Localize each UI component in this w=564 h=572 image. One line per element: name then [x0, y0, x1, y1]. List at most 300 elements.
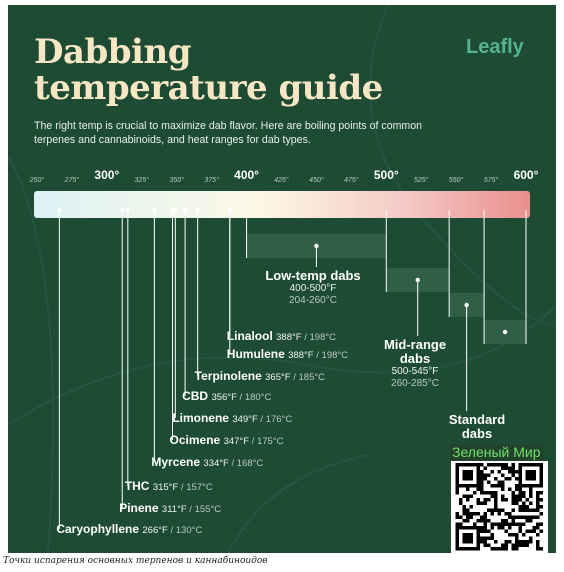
qr-module [512, 470, 516, 474]
qr-module [459, 516, 463, 520]
qr-module [522, 540, 526, 544]
dab-range-c: 260-285°C [391, 378, 439, 389]
tick-label: 250° [29, 177, 45, 184]
qr-module [529, 540, 533, 544]
qr-module [470, 512, 474, 516]
qr-module [515, 484, 519, 488]
title-line-2: temperature guide [34, 68, 383, 108]
qr-module [456, 491, 460, 495]
qr-module [519, 526, 523, 530]
compound-label [125, 479, 213, 493]
tick-label: 300° [94, 168, 120, 182]
qr-module [505, 547, 509, 551]
compound-temp-c: 157°C [186, 482, 213, 493]
qr-module [501, 467, 505, 471]
compound-temp-c: 175°C [256, 436, 284, 447]
compound-marker-dot [120, 208, 124, 212]
qr-module [501, 547, 505, 551]
qr-module [473, 491, 477, 495]
qr-title: Зеленый Мир [452, 444, 541, 460]
qr-module [459, 523, 463, 527]
qr-module [456, 516, 460, 520]
tick-label: 400° [234, 168, 259, 182]
qr-module [508, 470, 512, 474]
qr-module [487, 537, 491, 541]
compound-name: THC [124, 479, 150, 493]
tick-label: 475° [344, 177, 359, 184]
qr-module [466, 498, 470, 502]
qr-module [484, 537, 488, 541]
qr-module [540, 523, 544, 527]
qr-module [512, 547, 516, 551]
qr-module [529, 537, 533, 541]
qr-module [477, 498, 481, 502]
temp-separator: / [167, 525, 176, 536]
qr-module [494, 509, 498, 513]
qr-module [480, 530, 484, 534]
qr-module [540, 505, 544, 509]
qr-module [480, 540, 484, 544]
qr-module [515, 523, 519, 527]
qr-module [480, 502, 484, 506]
qr-module [494, 491, 498, 495]
qr-module [484, 474, 488, 478]
range-midpoint-dot [503, 330, 507, 334]
qr-module [494, 540, 498, 544]
qr-module [536, 505, 540, 509]
temp-separator: / [290, 372, 299, 383]
compound-name: Terpinolene [194, 369, 262, 383]
qr-module [522, 523, 526, 527]
qr-module [505, 512, 509, 516]
qr-module [466, 519, 470, 523]
compound-name: Ocimene [169, 433, 221, 447]
compound-marker-dot [152, 208, 156, 212]
qr-module [459, 498, 463, 502]
qr-module [536, 498, 540, 502]
temp-separator: / [236, 392, 245, 403]
qr-module [487, 544, 491, 548]
qr-module [508, 526, 512, 530]
qr-module [519, 516, 523, 520]
compound-marker-dot [228, 208, 232, 212]
compound-name: Myrcene [151, 455, 201, 469]
qr-module [498, 512, 502, 516]
qr-module [540, 498, 544, 502]
compound-name: Pinene [119, 501, 159, 515]
tick-label: 525° [413, 177, 429, 184]
qr-module [487, 474, 491, 478]
compound-temp-c: 155°C [194, 504, 222, 515]
qr-module [515, 547, 519, 551]
qr-module [529, 519, 533, 523]
qr-module [498, 523, 502, 527]
qr-module [466, 512, 470, 516]
qr-module [526, 505, 530, 509]
qr-module [501, 463, 505, 467]
qr-module [512, 516, 516, 520]
compound-temp-c: 130°C [175, 525, 203, 536]
compound-label [182, 389, 271, 403]
qr-module [533, 516, 537, 520]
qr-module [512, 509, 516, 513]
qr-module [508, 533, 512, 537]
compound-label [227, 347, 348, 361]
qr-module [491, 526, 495, 530]
qr-module [498, 470, 502, 474]
qr-module [459, 502, 463, 506]
compound-temp-f: 266°F [142, 525, 168, 536]
qr-module [484, 491, 488, 495]
qr-module [529, 516, 533, 520]
qr-module [494, 505, 498, 509]
qr-module [505, 477, 509, 481]
compound-temp-c: 198°C [309, 332, 337, 343]
compound-temp-f: 365°F [265, 372, 291, 383]
qr-module [480, 477, 484, 481]
qr-module [536, 523, 540, 527]
qr-module [536, 491, 540, 495]
qr-module [480, 526, 484, 530]
qr-module [487, 491, 491, 495]
qr-module [480, 488, 484, 492]
dab-range-label [417, 413, 537, 441]
qr-module [501, 495, 505, 499]
dab-range-name-line2: dabs [399, 351, 431, 366]
qr-module [498, 481, 502, 485]
compound-label [172, 411, 292, 425]
qr-module [477, 512, 481, 516]
temp-separator: / [186, 504, 195, 515]
qr-module [519, 498, 523, 502]
qr-module [494, 523, 498, 527]
leafly-logo: Leafly [466, 36, 524, 58]
qr-module [536, 516, 540, 520]
tick-label: 600° [513, 168, 539, 182]
compound-name: Caryophyllene [56, 522, 140, 536]
dab-range-f: 400-500°F [289, 283, 337, 294]
qr-module [512, 463, 516, 467]
compound-temp-f: 315°F [152, 482, 179, 493]
qr-module [522, 495, 526, 499]
qr-module [508, 540, 512, 544]
qr-module [519, 523, 523, 527]
qr-module [501, 526, 505, 530]
qr-module [480, 491, 484, 495]
qr-module [522, 502, 526, 506]
qr-module [463, 495, 467, 499]
qr-module [522, 509, 526, 513]
qr-module [512, 498, 516, 502]
qr-module [529, 491, 533, 495]
temp-separator: / [249, 436, 257, 447]
temp-separator: / [178, 482, 187, 493]
qr-module [512, 523, 516, 527]
qr-module [536, 502, 540, 506]
qr-code[interactable] [451, 461, 548, 553]
qr-module [512, 544, 516, 548]
qr-module [512, 495, 516, 499]
qr-module [494, 502, 498, 506]
qr-module [466, 495, 470, 499]
tick-label: 350° [169, 177, 184, 184]
temperature-guide-poster [8, 5, 556, 553]
qr-module [494, 484, 498, 488]
qr-module [477, 502, 481, 506]
qr-module [526, 498, 530, 502]
compound-marker-dot [183, 208, 187, 212]
qr-module [519, 488, 523, 492]
tick-label: 275° [64, 177, 80, 184]
compound-name: CBD [182, 389, 209, 403]
qr-module [526, 540, 530, 544]
qr-module [480, 470, 484, 474]
title-line-1: Dabbing [34, 32, 191, 72]
qr-module [522, 505, 526, 509]
qr-module [512, 467, 516, 471]
qr-module [536, 540, 540, 544]
qr-module [526, 530, 530, 534]
compound-label [170, 433, 284, 447]
qr-module [491, 523, 495, 527]
qr-module [508, 512, 512, 516]
qr-finder-inner [526, 470, 537, 481]
qr-module [480, 463, 484, 467]
temp-separator: / [257, 414, 266, 425]
qr-module [491, 537, 495, 541]
dab-range-name-line1: Standard [448, 412, 506, 427]
qr-module [515, 488, 519, 492]
qr-module [480, 516, 484, 520]
qr-module [501, 509, 505, 513]
qr-module [491, 470, 495, 474]
tick-label: 325° [134, 177, 150, 184]
compound-temp-c: 176°C [265, 414, 293, 425]
compound-marker-dot [195, 208, 199, 212]
qr-module [515, 540, 519, 544]
qr-module [487, 509, 491, 513]
qr-module [491, 491, 495, 495]
dab-range-label [355, 338, 475, 390]
qr-module [519, 505, 523, 509]
qr-module [491, 533, 495, 537]
dab-range-c: 204-260°C [289, 295, 337, 306]
compound-label [56, 522, 202, 536]
compound-temp-f: 388°F [276, 332, 302, 343]
qr-module [529, 502, 533, 506]
qr-module [501, 498, 505, 502]
tick-label: 375° [204, 177, 219, 184]
qr-module [494, 498, 498, 502]
qr-module [494, 477, 498, 481]
qr-module [505, 540, 509, 544]
qr-module [477, 519, 481, 523]
compound-temp-f: 356°F [211, 392, 237, 403]
tick-label: 425° [274, 177, 289, 184]
qr-module [487, 463, 491, 467]
temp-separator: / [313, 350, 322, 361]
qr-module [470, 516, 474, 520]
qr-module [515, 537, 519, 541]
qr-module [491, 512, 495, 516]
qr-module [536, 544, 540, 548]
qr-module [519, 540, 523, 544]
qr-finder-inner [463, 533, 474, 544]
qr-module [536, 509, 540, 513]
qr-module [533, 530, 537, 534]
compound-temp-c: 180°C [244, 392, 272, 403]
qr-module [529, 530, 533, 534]
qr-module [536, 526, 540, 530]
qr-module [484, 523, 488, 527]
qr-module [505, 530, 509, 534]
tick-label: 450° [309, 177, 324, 184]
qr-module [522, 491, 526, 495]
qr-module [515, 498, 519, 502]
compound-label [151, 455, 263, 469]
qr-module [533, 509, 537, 513]
qr-module [463, 509, 467, 513]
qr-module [466, 488, 470, 492]
qr-module [536, 495, 540, 499]
qr-module [508, 516, 512, 520]
range-midpoint-dot [464, 303, 468, 307]
qr-module [522, 544, 526, 548]
qr-module [466, 509, 470, 513]
qr-module [463, 519, 467, 523]
qr-module [480, 519, 484, 523]
qr-module [526, 519, 530, 523]
qr-module [515, 533, 519, 537]
qr-module [540, 491, 544, 495]
qr-module [505, 463, 509, 467]
qr-module [508, 488, 512, 492]
qr-module [498, 547, 502, 551]
qr-module [463, 512, 467, 516]
subtitle: The right temp is crucial to maximize dab flavor. Here are boiling points of common terpenes and cannabinoids, and heat ranges for dab types. [34, 120, 423, 146]
qr-module [501, 544, 505, 548]
compound-label [227, 329, 336, 343]
qr-module [484, 477, 488, 481]
compound-name: Humulene [226, 347, 285, 361]
qr-module [526, 516, 530, 520]
tick-label: 550° [448, 177, 464, 184]
qr-module [498, 526, 502, 530]
compound-marker-dot [57, 208, 61, 212]
qr-module [529, 509, 533, 513]
compound-label [119, 501, 221, 515]
qr-module [498, 463, 502, 467]
qr-module [484, 516, 488, 520]
qr-module [484, 540, 488, 544]
qr-module [498, 484, 502, 488]
qr-module [463, 505, 467, 509]
qr-module [515, 516, 519, 520]
qr-module [480, 484, 484, 488]
qr-module [529, 495, 533, 499]
image-caption: Точки испарения основных терпенов и каннабиноидов [3, 556, 268, 566]
range-midpoint-dot [314, 244, 318, 248]
compound-temp-c: 198°C [321, 350, 349, 361]
qr-module [456, 512, 460, 516]
qr-module [470, 505, 474, 509]
qr-module [494, 547, 498, 551]
qr-module [529, 488, 533, 492]
qr-module [505, 498, 509, 502]
tick-label: 575° [483, 177, 499, 184]
compound-temp-f: 311°F [161, 504, 187, 515]
dab-range-name-line2: dabs [461, 426, 493, 441]
qr-module [487, 498, 491, 502]
qr-module [536, 547, 540, 551]
qr-module [484, 530, 488, 534]
qr-module [522, 533, 526, 537]
qr-module [470, 495, 474, 499]
compound-temp-f: 388°F [288, 350, 314, 361]
qr-module [540, 547, 544, 551]
qr-module [501, 484, 505, 488]
qr-module [505, 467, 509, 471]
qr-module [491, 547, 495, 551]
qr-module [491, 484, 495, 488]
qr-module [505, 519, 509, 523]
qr-module [519, 495, 523, 499]
qr-module [498, 509, 502, 513]
qr-module [480, 474, 484, 478]
qr-module [501, 488, 505, 492]
qr-module [512, 491, 516, 495]
dab-range-f: 500-545°F [391, 366, 439, 377]
qr-module [473, 512, 477, 516]
qr-module [508, 467, 512, 471]
qr-module [505, 523, 509, 527]
qr-module [484, 467, 488, 471]
qr-module [515, 502, 519, 506]
compound-temp-f: 349°F [232, 414, 258, 425]
qr-module [522, 516, 526, 520]
qr-module [456, 488, 460, 492]
qr-module [512, 502, 516, 506]
qr-module [487, 519, 491, 523]
temp-separator: / [228, 458, 237, 469]
qr-module [536, 533, 540, 537]
qr-module [501, 523, 505, 527]
qr-module [540, 512, 544, 516]
qr-module [473, 523, 477, 527]
qr-module [501, 519, 505, 523]
dab-range-label [253, 269, 373, 307]
qr-module [484, 512, 488, 516]
qr-module [491, 495, 495, 499]
qr-module [484, 519, 488, 523]
qr-finder-inner [463, 470, 474, 481]
qr-module [480, 481, 484, 485]
qr-module [526, 544, 530, 548]
qr-module [512, 474, 516, 478]
qr-module [519, 544, 523, 548]
compound-temp-f: 334°F [203, 458, 229, 469]
qr-module [505, 544, 509, 548]
compound-name: Limonene [172, 411, 229, 425]
tick-label: 500° [373, 168, 399, 182]
dab-range-name-line1: Low-temp dabs [265, 268, 361, 283]
qr-module [515, 495, 519, 499]
compound-temp-c: 185°C [298, 372, 326, 383]
qr-module [494, 463, 498, 467]
compound-label [195, 369, 325, 383]
qr-module [484, 498, 488, 502]
compound-marker-dot [126, 208, 130, 212]
